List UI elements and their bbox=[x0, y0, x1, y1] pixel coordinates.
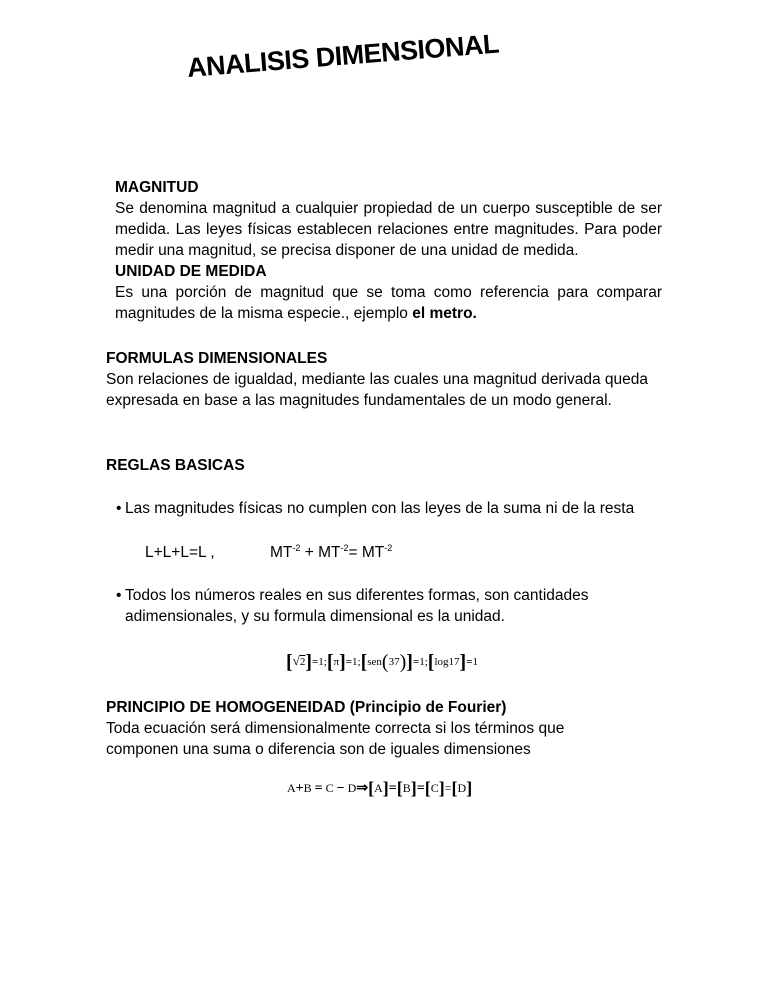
bracket-open: [ bbox=[368, 778, 375, 798]
term-a: A bbox=[287, 781, 296, 795]
page-title: ANALISIS DIMENSIONAL bbox=[185, 28, 500, 83]
dim-b: B bbox=[402, 781, 411, 795]
definitions-block bbox=[115, 177, 662, 324]
principio-line1: Toda ecuación será dimensionalmente correcta si los términos que bbox=[106, 720, 565, 737]
bracket-close: ] bbox=[466, 778, 473, 798]
bullet-icon: • bbox=[116, 500, 122, 517]
bracket-open: [ bbox=[396, 778, 403, 798]
bracket-open: [ bbox=[326, 651, 334, 673]
eq-sign: = bbox=[388, 781, 397, 796]
eq-sign: = bbox=[444, 781, 452, 795]
eq-sign: = bbox=[311, 656, 319, 668]
eq-sign: = bbox=[412, 656, 420, 668]
bracket-close: ] bbox=[459, 651, 467, 673]
principio-block bbox=[106, 697, 666, 760]
sqrt-icon: √ bbox=[292, 653, 300, 668]
one-1: 1 bbox=[318, 656, 324, 668]
mt-exp-2: -2 bbox=[340, 543, 349, 553]
eq-sign: = bbox=[466, 656, 473, 668]
log-func: log17 bbox=[434, 656, 460, 668]
mt-equals: = bbox=[348, 544, 362, 561]
mt-exp-1: -2 bbox=[292, 543, 301, 553]
formulas-block bbox=[106, 348, 662, 411]
reglas-heading: REGLAS BASICAS bbox=[106, 457, 245, 474]
minus-sign: − bbox=[336, 781, 345, 796]
magnitud-heading: MAGNITUD bbox=[115, 179, 199, 196]
sum-example-text: L+L+L=L , bbox=[145, 544, 215, 561]
dim-c: C bbox=[430, 781, 439, 795]
sum-example bbox=[145, 542, 215, 563]
bracket-open: [ bbox=[360, 651, 368, 673]
mt-exp-3: -2 bbox=[384, 543, 393, 553]
plus-sign: + bbox=[295, 781, 304, 796]
magnitud-text: Se denomina magnitud a cualquier propiedad de un cuerpo susceptible de ser medida. Las leyes físicas establecen relaciones entre magnitudes. Para poder medir una magnitud, se precisa disponer de una unidad de medida. bbox=[115, 200, 662, 259]
bullet-1 bbox=[116, 498, 634, 519]
mt-example bbox=[270, 542, 392, 563]
unidad-example: el metro. bbox=[412, 305, 477, 322]
homogeneity-equation bbox=[287, 778, 472, 799]
eq-sign: = bbox=[345, 656, 353, 668]
one-3: 1 bbox=[419, 656, 425, 668]
bracket-open: [ bbox=[427, 651, 435, 673]
one-2: 1 bbox=[352, 656, 358, 668]
sqrt-arg: 2 bbox=[299, 656, 306, 668]
bracket-close: ] bbox=[410, 778, 417, 798]
unidad-text: Es una porción de magnitud que se toma como referencia para comparar magnitudes de la misma especie., ejemplo bbox=[115, 284, 662, 322]
bracket-close: ] bbox=[339, 651, 346, 673]
bracket-open: [ bbox=[286, 651, 293, 673]
bullet-icon: • bbox=[116, 587, 122, 604]
formulas-heading: FORMULAS DIMENSIONALES bbox=[106, 350, 328, 367]
term-b: B bbox=[303, 781, 312, 795]
principio-heading: PRINCIPIO DE HOMOGENEIDAD (Principio de Fourier) bbox=[106, 699, 507, 716]
paren-open: ( bbox=[381, 651, 389, 673]
bracket-close: ] bbox=[305, 651, 312, 673]
unidad-heading: UNIDAD DE MEDIDA bbox=[115, 263, 267, 280]
bracket-close: ] bbox=[438, 778, 445, 798]
bracket-close: ] bbox=[406, 651, 413, 673]
bracket-open: [ bbox=[424, 778, 431, 798]
sen-func: sen bbox=[367, 656, 382, 668]
bullet-2 bbox=[116, 585, 589, 606]
mt-plus: + bbox=[300, 544, 319, 561]
term-d: D bbox=[347, 781, 357, 795]
bracket-open: [ bbox=[451, 778, 458, 798]
pi-symbol: π bbox=[333, 656, 340, 668]
mt-term-2: MT bbox=[318, 544, 341, 561]
bracket-close: ] bbox=[382, 778, 389, 798]
unidad-paragraph bbox=[115, 282, 662, 324]
bullet-1-text: Las magnitudes físicas no cumplen con las leyes de la suma ni de la resta bbox=[125, 500, 635, 517]
formulas-text: Son relaciones de igualdad, mediante las cuales una magnitud derivada queda expresada en base a las magnitudes fundamentales de un modo general. bbox=[106, 371, 649, 409]
principio-line2: componen una suma o diferencia son de iguales dimensiones bbox=[106, 741, 531, 758]
mt-term-1: MT bbox=[270, 544, 293, 561]
sen-arg: 37 bbox=[388, 656, 400, 668]
dim-d: D bbox=[457, 781, 467, 795]
eq-sign: = bbox=[416, 781, 425, 796]
mt-term-3: MT bbox=[361, 544, 385, 561]
eq-sign: = bbox=[314, 781, 323, 796]
unity-equation: [√2]=1;[π]=1;[sen(37)]=1;[log17]=1 bbox=[286, 651, 478, 673]
bullet-2-line2: adimensionales, y su formula dimensional es la unidad. bbox=[125, 608, 505, 625]
paren-close: ) bbox=[399, 651, 407, 673]
dim-a: A bbox=[374, 781, 383, 795]
bullet-2-text-line1: Todos los números reales en sus diferentes formas, son cantidades bbox=[125, 587, 589, 604]
one-4: 1 bbox=[472, 656, 478, 668]
implies-arrow-icon: ⇒ bbox=[356, 781, 369, 796]
term-c: C bbox=[325, 781, 334, 795]
